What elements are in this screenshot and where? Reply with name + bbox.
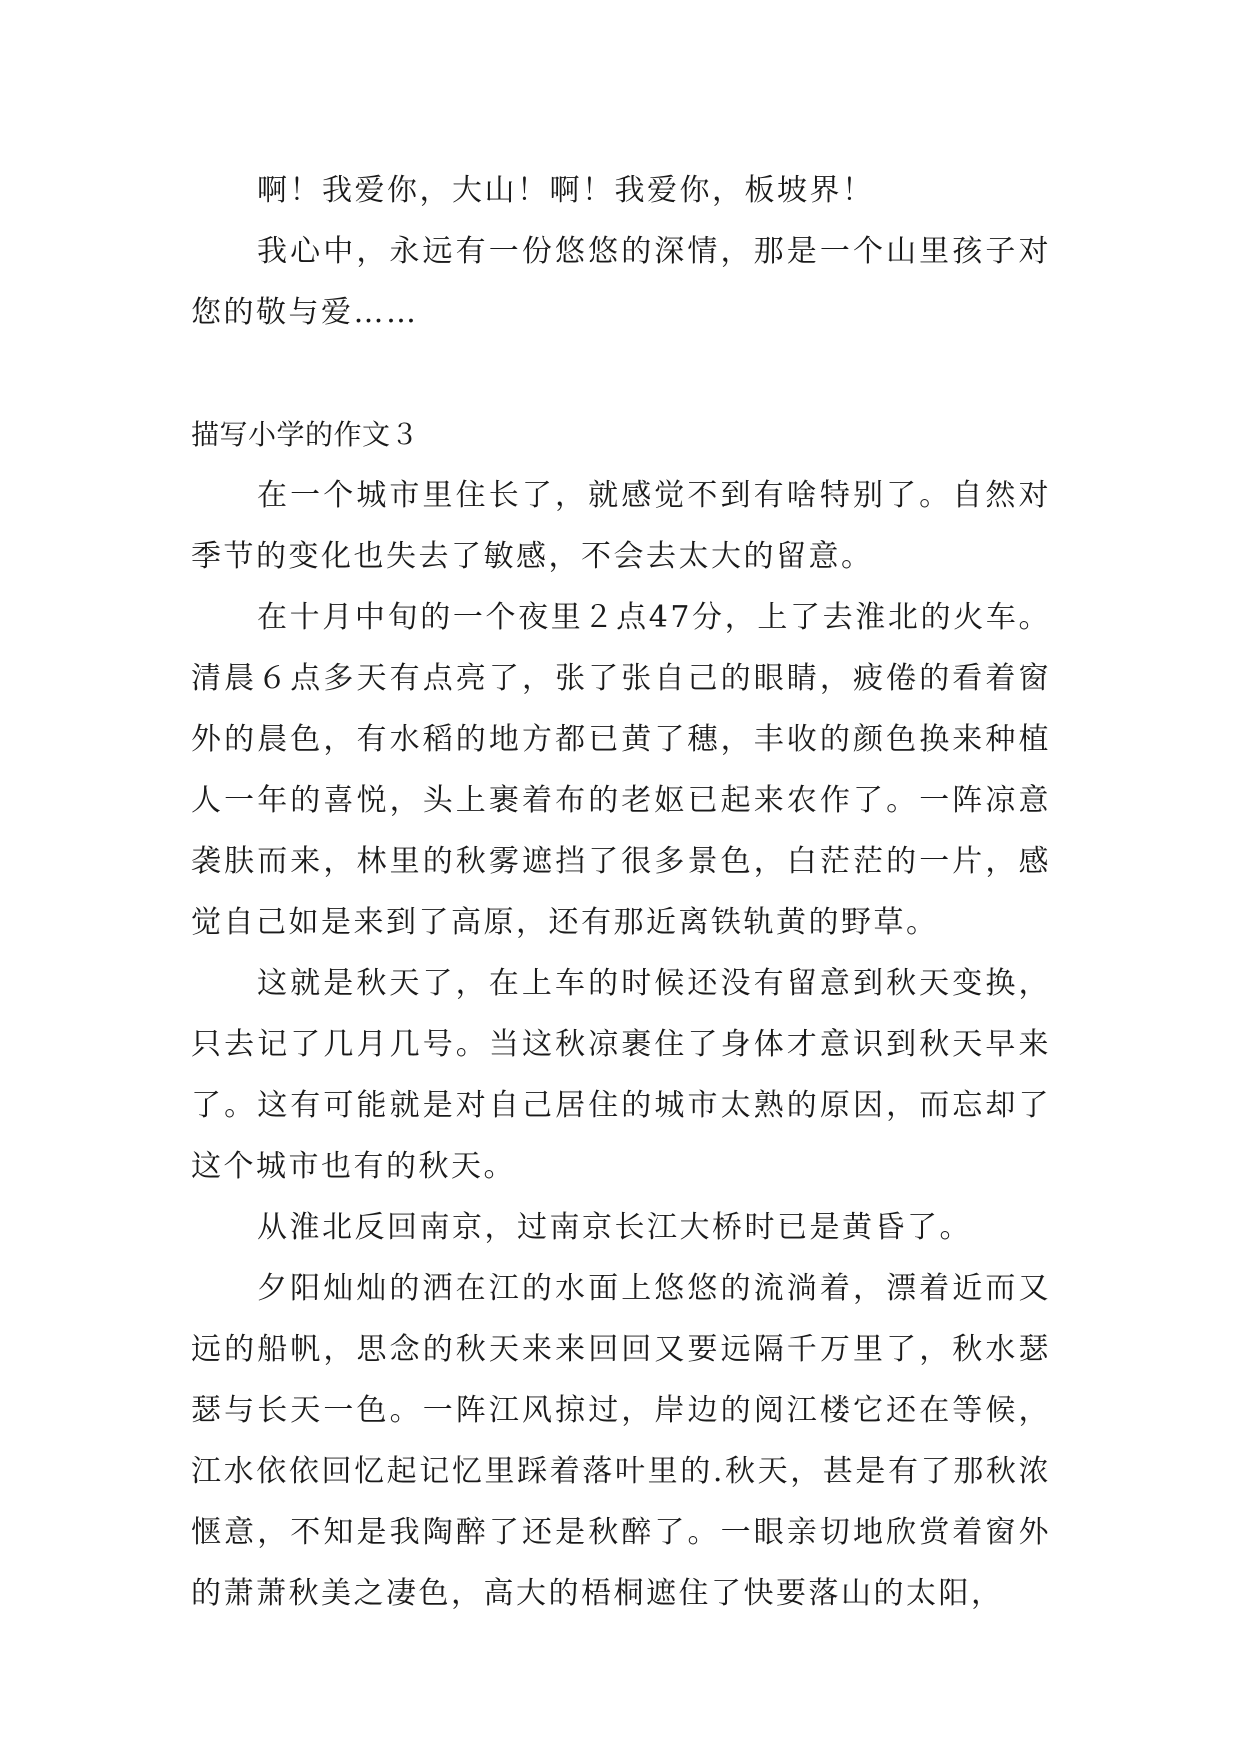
paragraph: 我心中，永远有一份悠悠的深情，那是一个山里孩子对您的敬与爱……	[191, 234, 1051, 330]
paragraph: 在一个城市里住长了，就感觉不到有啥特别了。自然对季节的变化也失去了敏感，不会去太大的留意。	[191, 478, 1051, 574]
paragraph: 夕阳灿灿的洒在江的水面上悠悠的流淌着，漂着近而又远的船帆，思念的秋天来来回回又要远隔千万里了，秋水瑟瑟与长天一色。一阵江风掠过，岸边的阅江楼它还在等候，江水依依回忆起记忆里踩着落叶里的.秋天，甚是有了那秋浓惬意，不知是我陶醉了还是秋醉了。一眼亲切地欣赏着窗外的萧萧秋美之凄色，高大的梧桐遮住了快要落山的太阳，	[191, 1271, 1051, 1611]
paragraph: 在十月中旬的一个夜里２点47分，上了去淮北的火车。清晨６点多天有点亮了，张了张自己的眼睛，疲倦的看着窗外的晨色，有水稻的地方都已黄了穗，丰收的颜色换来种植人一年的喜悦，头上裹着布的老妪已起来农作了。一阵凉意袭肤而来，林里的秋雾遮挡了很多景色，白茫茫的一片，感觉自己如是来到了高原，还有那近离铁轨黄的野草。	[191, 600, 1051, 940]
paragraph: 啊！我爱你，大山！啊！我爱你，板坡界！	[257, 173, 875, 208]
section-heading: 描写小学的作文３	[191, 418, 420, 451]
document-body	[191, 160, 1051, 1624]
paragraph: 这就是秋天了，在上车的时候还没有留意到秋天变换，只去记了几月几号。当这秋凉裹住了身体才意识到秋天早来了。这有可能就是对自己居住的城市太熟的原因，而忘却了这个城市也有的秋天。	[191, 966, 1051, 1184]
paragraph: 从淮北反回南京，过南京长江大桥时已是黄昏了。	[257, 1210, 972, 1245]
